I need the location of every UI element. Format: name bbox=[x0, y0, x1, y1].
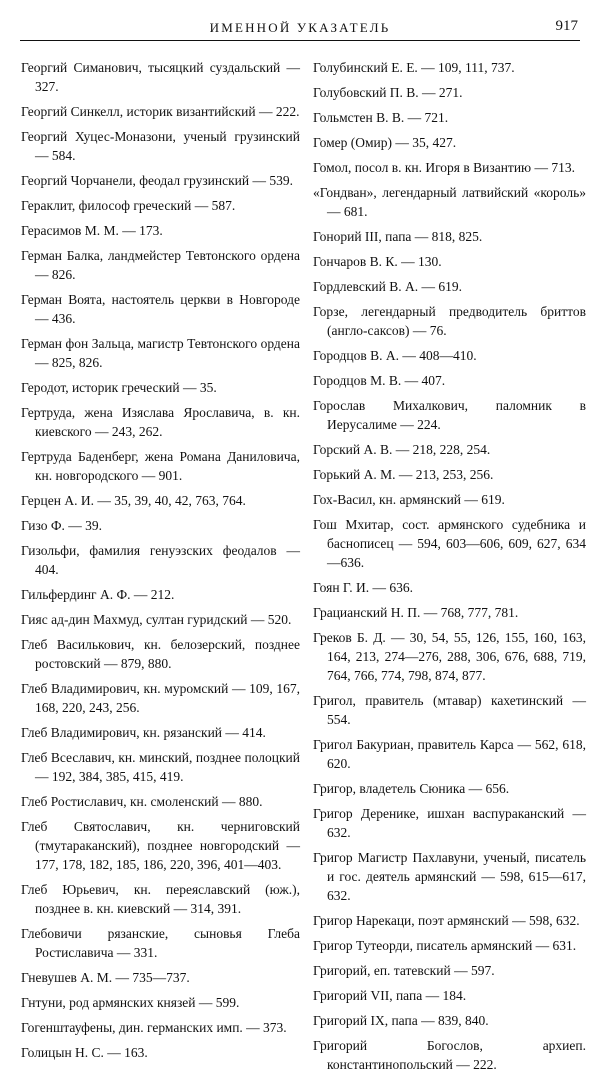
index-entry: Григор, владетель Сюника — 656. bbox=[313, 781, 510, 796]
index-entry: Голубовский П. В. — 271. bbox=[313, 85, 463, 100]
index-entry: Григол, правитель (мтавар) кахетинский — 554. bbox=[313, 693, 586, 727]
index-entry: Гильфердинг А. Ф. — 212. bbox=[21, 587, 175, 602]
index-entry: Григор Нарекаци, поэт армянский — 598, 632. bbox=[313, 913, 580, 928]
index-entry: Городцов М. В. — 407. bbox=[313, 373, 446, 388]
index-entry: Гияс ад-дин Махмуд, султан гуридский — 520. bbox=[21, 612, 292, 627]
index-entry: «Гондван», легендарный латвийский «король» — 681. bbox=[313, 185, 586, 219]
index-entry: Гогенштауфены, дин. германских имп. — 373. bbox=[21, 1020, 287, 1035]
index-entry: Григорий Богослов, архиеп. константинопольский — 222. bbox=[313, 1038, 586, 1072]
page-header bbox=[20, 8, 580, 41]
page-number: 917 bbox=[555, 18, 578, 34]
index-entry: Горзе, легендарный предводитель бриттов (англо-саксов) — 76. bbox=[313, 304, 586, 338]
index-entry: Голицын Н. С. — 163. bbox=[21, 1045, 148, 1060]
index-entry: Глеб Владимирович, кн. муромский — 109, 167, 168, 220, 243, 256. bbox=[21, 681, 300, 715]
index-entry: Глебовичи рязанские, сыновья Глеба Ростиславича — 331. bbox=[21, 926, 300, 960]
index-entry: Гертруда, жена Изяслава Ярославича, в. кн. киевского — 243, 262. bbox=[21, 405, 300, 439]
index-entry: Герасимов М. М. — 173. bbox=[21, 223, 163, 238]
index-entry: Григор Деренике, ишхан васпураканский — 632. bbox=[313, 806, 586, 840]
index-entry: Городцов В. А. — 408—410. bbox=[313, 348, 477, 363]
index-column-left bbox=[21, 58, 300, 1068]
index-entry: Гертруда Баденберг, жена Романа Даниловича, кн. новгородского — 901. bbox=[21, 449, 300, 483]
index-entry: Григорий VII, папа — 184. bbox=[313, 988, 467, 1003]
index-entry: Георгий Чорчанели, феодал грузинский — 539. bbox=[21, 173, 293, 188]
index-entry: Гомол, посол в. кн. Игоря в Византию — 713. bbox=[313, 160, 576, 175]
index-entry: Герман Воята, настоятель церкви в Новгороде — 436. bbox=[21, 292, 300, 326]
index-entry: Герман Балка, ландмейстер Тевтонского ордена — 826. bbox=[21, 248, 300, 282]
index-entry: Григорий, еп. татевский — 597. bbox=[313, 963, 495, 978]
index-entry: Гизо Ф. — 39. bbox=[21, 518, 103, 533]
index-entry: Глеб Ростиславич, кн. смоленский — 880. bbox=[21, 794, 263, 809]
index-entry: Гольмстен В. В. — 721. bbox=[313, 110, 449, 125]
index-entry: Глеб Василькович, кн. белозерский, позднее ростовский — 879, 880. bbox=[21, 637, 300, 671]
index-entry: Гомер (Омир) — 35, 427. bbox=[313, 135, 457, 150]
index-entry: Глеб Святославич, кн. черниговский (тмутараканский), позднее новгородский — 177, 178, 182, 185, 186, 220, 396, 401—403. bbox=[21, 819, 300, 872]
index-entry: Гонорий III, папа — 818, 825. bbox=[313, 229, 483, 244]
index-entry: Гох-Васил, кн. армянский — 619. bbox=[313, 492, 505, 507]
index-entry: Гизольфи, фамилия генуэзских феодалов — 404. bbox=[21, 543, 300, 577]
index-entry: Глеб Всеславич, кн. минский, позднее полоцкий — 192, 384, 385, 415, 419. bbox=[21, 750, 300, 784]
index-entry: Горослав Михалкович, паломник в Иерусалиме — 224. bbox=[313, 398, 586, 432]
index-entry: Григол Бакуриан, правитель Карса — 562, 618, 620. bbox=[313, 737, 586, 771]
index-entry: Герцен А. И. — 35, 39, 40, 42, 763, 764. bbox=[21, 493, 246, 508]
index-entry: Гоян Г. И. — 636. bbox=[313, 580, 413, 595]
index-entry: Гончаров В. К. — 130. bbox=[313, 254, 442, 269]
index-entry: Георгий Хуцес-Моназони, ученый грузинский — 584. bbox=[21, 129, 300, 163]
index-entry: Гнтуни, род армянских князей — 599. bbox=[21, 995, 240, 1010]
index-entry: Гневушев А. М. — 735—737. bbox=[21, 970, 190, 985]
index-entry: Григор Магистр Пахлавуни, ученый, писатель и гос. деятель армянский — 598, 615—617, 632. bbox=[313, 850, 586, 903]
running-title: ИМЕННОЙ УКАЗАТЕЛЬ bbox=[209, 20, 391, 35]
index-column-right bbox=[313, 58, 586, 1080]
index-entry: Голубинский Е. Е. — 109, 111, 737. bbox=[313, 60, 515, 75]
index-entry: Глеб Юрьевич, кн. переяславский (юж.), позднее в. кн. киевский — 314, 391. bbox=[21, 882, 300, 916]
index-entry: Григор Тутеорди, писатель армянский — 631. bbox=[313, 938, 577, 953]
index-entry: Глеб Владимирович, кн. рязанский — 414. bbox=[21, 725, 266, 740]
index-entry: Геродот, историк греческий — 35. bbox=[21, 380, 217, 395]
index-entry: Гордлевский В. А. — 619. bbox=[313, 279, 462, 294]
index-entry: Горский А. В. — 218, 228, 254. bbox=[313, 442, 491, 457]
index-entry: Грацианский Н. П. — 768, 777, 781. bbox=[313, 605, 519, 620]
index-entry: Григорий IX, папа — 839, 840. bbox=[313, 1013, 489, 1028]
index-entry: Греков Б. Д. — 30, 54, 55, 126, 155, 160, 163, 164, 213, 274—276, 288, 306, 676, 688, 719, 764, 766, 774, 798, 874, 877. bbox=[313, 630, 586, 683]
index-entry: Георгий Симанович, тысяцкий суздальский — 327. bbox=[21, 60, 300, 94]
index-entry: Горький А. М. — 213, 253, 256. bbox=[313, 467, 494, 482]
index-entry: Герман фон Зальца, магистр Тевтонского ордена — 825, 826. bbox=[21, 336, 300, 370]
index-entry: Гераклит, философ греческий — 587. bbox=[21, 198, 236, 213]
index-entry: Гош Мхитар, сост. армянского судебника и баснописец — 594, 603—606, 609, 627, 634—636. bbox=[313, 517, 586, 570]
index-entry: Георгий Синкелл, историк византийский — 222. bbox=[21, 104, 300, 119]
